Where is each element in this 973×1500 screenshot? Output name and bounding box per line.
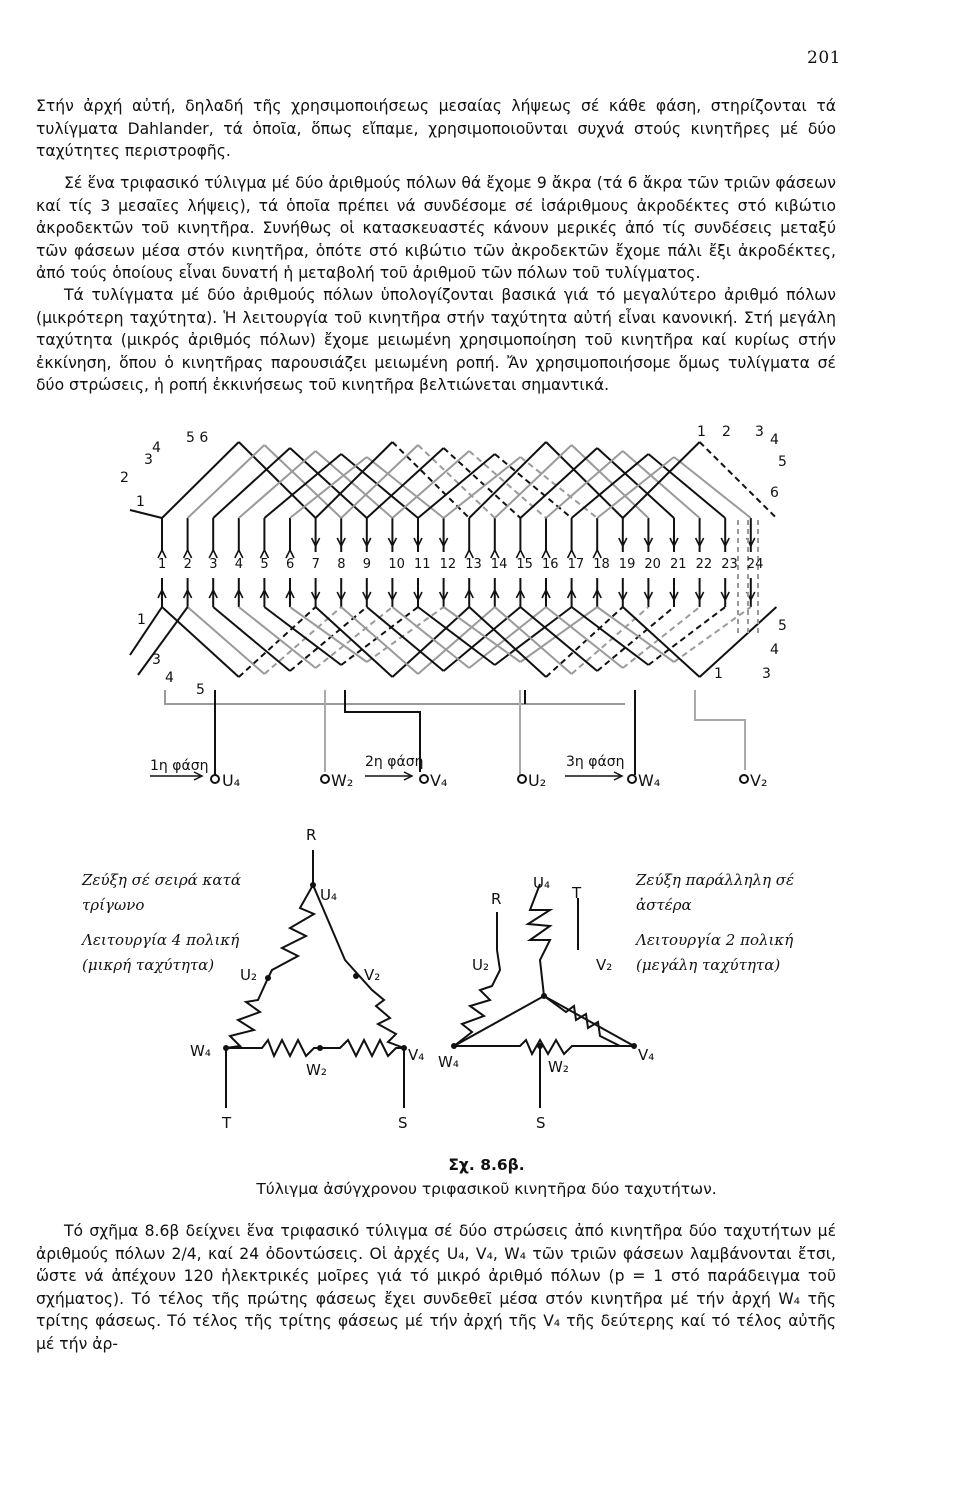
delta-label-u4: U₄: [320, 886, 337, 904]
slot-number: 10: [388, 557, 405, 572]
coil-end-top: [648, 454, 725, 518]
coil-label-bottom-right: 4: [770, 642, 779, 658]
coil-label-bottom-left: 3: [152, 652, 161, 668]
coil-label-bottom-left: 4: [165, 670, 174, 686]
coil-end-bottom: [367, 607, 444, 662]
coil-label-top-left: 3: [144, 452, 153, 468]
coil-end-bottom: [495, 607, 572, 665]
coil-end-bottom: [290, 607, 367, 671]
star-label-v2: V₂: [596, 956, 613, 974]
delta-label-w2: W₂: [306, 1061, 327, 1079]
coil-label-bottom-left: 1: [137, 612, 146, 628]
phase-2-label: 2η φάση: [365, 754, 424, 770]
star-label-u2: U₂: [472, 956, 489, 974]
page-number: 201: [807, 48, 841, 68]
coil-end-top: [597, 448, 674, 518]
delta-label-s: S: [398, 1114, 408, 1132]
coil-label-top-right: 2: [722, 424, 731, 440]
figure-number: Σχ. 8.6β.: [448, 1156, 525, 1174]
slot-number: 21: [670, 557, 687, 572]
delta-label-v4: V₄: [408, 1046, 425, 1064]
star-label-s: S: [536, 1114, 546, 1132]
slot-number: 18: [593, 557, 610, 572]
slot-number: 14: [490, 557, 508, 572]
coil-end-bottom: [674, 607, 751, 662]
coil-label-top-right: 3: [755, 424, 764, 440]
slot-number: 19: [618, 557, 636, 572]
winding-diagram: [0, 400, 973, 1200]
slot-number: 16: [542, 557, 559, 572]
star-label-t: T: [572, 884, 582, 902]
slot-number: 11: [414, 557, 431, 572]
coil-end-bottom: [520, 607, 597, 662]
coil-end-bottom: [341, 607, 418, 665]
slot-number: 13: [465, 557, 482, 572]
delta-title: Ζεύξη σέ σειρά κατά τρίγωνο: [82, 871, 241, 914]
slot-number: 6: [286, 557, 295, 572]
slot-number: 5: [260, 557, 269, 572]
slot-number: 22: [695, 557, 713, 572]
slot-number: 17: [567, 557, 585, 572]
phase-1-label: 1η φάση: [150, 758, 209, 774]
coil-label-top-left: 1: [136, 494, 145, 510]
slot-number: 12: [439, 557, 457, 572]
coil-label-top-right: 4: [770, 432, 779, 448]
coil-label-top-right: 5: [778, 454, 787, 470]
coil-label-bottom-right: 3: [762, 666, 771, 682]
star-title: Ζεύξη παράλληλη σέ ἀστέρα: [636, 871, 795, 914]
slot-number: 1: [158, 557, 167, 572]
coil-label-bottom-left: 5: [196, 682, 205, 698]
slot-number: 15: [516, 557, 533, 572]
phase-3-label: 3η φάση: [566, 754, 625, 770]
slot-number: 20: [644, 557, 661, 572]
coil-end-bottom: [648, 607, 725, 665]
terminal-w2: W₂: [331, 771, 354, 790]
slot-number: 9: [362, 557, 372, 572]
star-label-r: R: [491, 890, 502, 908]
terminal-v2: V₂: [750, 771, 768, 790]
star-mode: Λειτουργία 2 πολική (μεγάλη ταχύτητα): [636, 931, 794, 974]
coil-end-top: [290, 448, 367, 518]
terminal-w4: W₄: [638, 771, 661, 790]
slot-number: 2: [183, 557, 192, 572]
coil-label-top-left: 5 6: [186, 430, 209, 446]
coil-label-top-right: 1: [697, 424, 706, 440]
terminal-leads: [150, 690, 748, 783]
paragraph-4: Τό σχῆμα 8.6β δείχνει ἕνα τριφασικό τύλιγμα σέ δύο στρώσεις ἀπό κινητῆρα δύο ταχυτήτων μέ ἀριθμούς πόλων 2/4, καί 24 ὀδοντώσεις. Οἱ ἀρχές U₄, V₄, W₄ τῶν τριῶν φάσεων λαμβάνονται ἔτσι, ὥστε νά ἀπέχουν 120 ἠλεκτρικές μοῖρες γιά τό μικρό ἀριθμό πόλων (p = 1 στό παράδειγμα τοῦ σχήματος). Τό τέλος τῆς πρώτης φάσεως ἔχει συνδεθεῖ μέσα στόν κινητῆρα μέ τήν ἀρχή W₄ τῆς τρίτης φάσεως. Τό τέλος τῆς τρίτης φάσεως μέ τήν ἀρχή τῆς V₄ τῆς δεύτερης καί τό τέλος αὐτῆς μέ τήν ἀρ-: [36, 1222, 836, 1353]
slot-number: 8: [337, 557, 346, 572]
coil-label-bottom-right: 5: [778, 618, 787, 634]
star-annotation: [636, 868, 822, 978]
coil-label-top-left: 4: [152, 440, 161, 456]
delta-label-u2: U₂: [240, 966, 257, 984]
coil-label-top-right: 6: [770, 485, 779, 501]
slot-number: 23: [721, 557, 738, 572]
terminal-u4: U₄: [222, 771, 241, 790]
coil-end-top: [674, 457, 751, 518]
paragraph-1: Στήν ἀρχή αὐτή, δηλαδή τῆς χρησιμοποιήσεως μεσαίας λήψεως σέ κάθε φάση, στηρίζονται τά τυλίγματα Dahlander, τά ὁποῖα, ὅπως εἴπαμε, χρησιμοποιοῦνται συχνά στούς κινητῆρες μέ δύο ταχύτητες περιστροφῆς.: [36, 97, 836, 161]
slot-number: 4: [234, 557, 244, 572]
coil-end-bottom: [597, 607, 674, 671]
delta-annotation: [82, 868, 292, 978]
delta-label-v2: V₂: [364, 966, 381, 984]
star-label-u4: U₄: [533, 874, 550, 892]
terminal-v4: V₄: [430, 771, 448, 790]
slot-number: 7: [311, 557, 320, 572]
slot-number: 3: [209, 557, 218, 572]
star-label-w2: W₂: [548, 1058, 569, 1076]
star-label-w4: W₄: [438, 1053, 459, 1071]
delta-label-w4: W₄: [190, 1042, 211, 1060]
slot-number: 24: [746, 557, 764, 572]
slot-numbers: [158, 557, 763, 572]
coil-label-bottom-right: 1: [714, 666, 723, 682]
coil-label-top-left: 2: [120, 470, 129, 486]
figure-caption: Τύλιγμα ἀσύγχρονου τριφασικοῦ κινητῆρα δύο ταχυτήτων.: [256, 1180, 717, 1198]
star-label-v4: V₄: [638, 1046, 655, 1064]
delta-label-t: T: [222, 1114, 232, 1132]
delta-mode: Λειτουργία 4 πολική (μικρή ταχύτητα): [82, 931, 240, 974]
paragraph-3: Τά τυλίγματα μέ δύο ἀριθμούς πόλων ὑπολογίζονται βασικά γιά τό μεγαλύτερο ἀριθμό πόλων (μικρότερη ταχύτητα). Ἡ λειτουργία τοῦ κινητῆρα στήν ταχύτητα αὐτή εἶναι κανονική. Στή μεγάλη ταχύτητα (μικρός ἀριθμός πόλων) ἔχομε μειωμένη χρησιμοποίηση τοῦ κινητῆρα καί κυρίως στήν ἐκκίνηση, ὅπου ὁ κινητῆρας παρουσιάζει μειωμένη ροπή. Ἄν χρησιμοποιήσομε ὅμως τυλίγματα σέ δύο στρώσεις, ἡ ροπή ἐκκινήσεως τοῦ κινητῆρα βελτιώνεται σημαντικά.: [36, 286, 836, 395]
coil-end-bottom: [444, 607, 521, 671]
terminal-u2: U₂: [528, 771, 547, 790]
coil-end-top: [444, 448, 521, 518]
paragraph-2: Σέ ἕνα τριφασικό τύλιγμα μέ δύο ἀριθμούς πόλων θά ἔχομε 9 ἄκρα (τά 6 ἄκρα τῶν τριῶν φάσεων καί τίς 3 μεσαῖες λήψεις), τά ὁποῖα πρέπει νά συνδέσομε σέ ἰσάριθμους ἀκροδέκτες στό κιβώτιο ἀκροδεκτῶν τοῦ κινητῆρα. Συνήθως οἱ κατασκευαστές κάνουν μερικές ἀπό τίς συνδέσεις μεταξύ τῶν φάσεων μέσα στόν κινητῆρα, ὁπότε στό κιβώτιο τῶν ἀκροδεκτῶν ἔχομε πάλι ἔξι ἀκροδέκτες, ἀπό τούς ὁποίους εἶναι δυνατή ἡ μεταβολή τοῦ ἀριθμοῦ τῶν πόλων τοῦ τυλίγματος.: [36, 174, 836, 283]
lead-line: [130, 510, 162, 518]
delta-label-r: R: [306, 826, 317, 844]
